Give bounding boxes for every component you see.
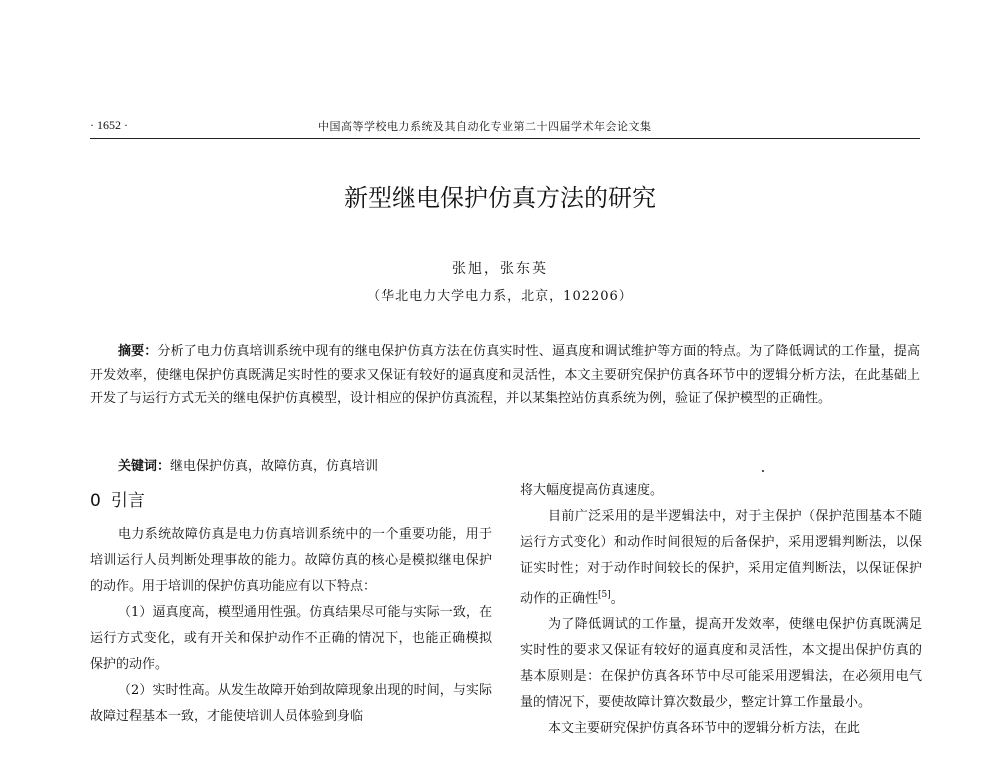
header-rule (90, 138, 920, 139)
right-paragraph-1 (520, 504, 922, 612)
paper-authors: 张旭，张东英 (452, 261, 548, 277)
page-number: · 1652 · (90, 118, 128, 132)
intro-paragraph: 电力系统故障仿真是电力仿真培训系统中的一个重要功能，用于培训运行人员判断处理事故的能力。故障仿真的核心是模拟继电保护的动作。用于培训的保护仿真功能应有以下特点： (90, 527, 492, 594)
stray-dot (762, 470, 764, 472)
section-number: 0 (90, 491, 101, 511)
keywords-text: 继电保护仿真，故障仿真，仿真培训 (170, 459, 379, 474)
feature-item-1: （1）逼真度高，模型通用性强。仿真结果尽可能与实际一致，在运行方式变化，或有开关和保护动作不正确的情况下，也能正确模拟保护的动作。 (90, 605, 492, 672)
abstract-label: 摘要： (118, 344, 158, 359)
feature-item-2: （2）实时性高。从发生故障开始到故障现象出现的时间，与实际故障过程基本一致，才能使培训人员体验到身临 (90, 683, 492, 724)
section-heading (90, 486, 145, 511)
right-paragraph-2: 为了降低调试的工作量，提高开发效率，使继电保护仿真既满足实时性的要求又保证有较好的逼真度和灵活性，本文提出保护仿真的基本原则是：在保护仿真各环节中尽可能采用逻辑法，在必须用电气量的情况下，要使故障计算次数最少，整定计算工作量最小。 (520, 617, 922, 711)
right-paragraph-1-text: 目前广泛采用的是半逻辑法中，对于主保护（保护范围基本不随运行方式变化）和动作时间很短的后备保护，采用逻辑判断法，以保证实时性；对于动作时间较长的保护，采用定值判断法，以保证保护动作的正确性 (520, 509, 922, 607)
abstract-text: 分析了电力仿真培训系统中现有的继电保护仿真方法在仿真实时性、逼真度和调试维护等方面的特点。为了降低调试的工作量，提高开发效率，使继电保护仿真既满足实时性的要求又保证有较好的逼真度和灵活性，本文主要研究保护仿真各环节中的逻辑分析方法，在此基础上开发了与运行方式无关的继电保护仿真模型，设计相应的保护仿真流程，并以某集控站仿真系统为例，验证了保护模型的正确性。 (90, 344, 920, 406)
section-title: 引言 (110, 491, 145, 511)
left-column (90, 522, 492, 730)
keywords (118, 455, 378, 474)
paper-affiliation: （华北电力大学电力系，北京，102206） (367, 289, 633, 304)
continuation-text: 将大幅度提高仿真速度。 (520, 483, 664, 498)
abstract (90, 340, 920, 411)
right-column (520, 478, 922, 742)
citation-ref: [5] (598, 590, 611, 600)
keywords-label: 关键词： (118, 459, 171, 474)
right-paragraph-1-end: 。 (610, 591, 624, 607)
running-header: 中国高等学校电力系统及其自动化专业第二十四届学术年会论文集 (318, 120, 652, 133)
right-paragraph-3: 本文主要研究保护仿真各环节中的逻辑分析方法，在此 (548, 721, 861, 737)
paper-title: 新型继电保护仿真方法的研究 (344, 184, 656, 212)
